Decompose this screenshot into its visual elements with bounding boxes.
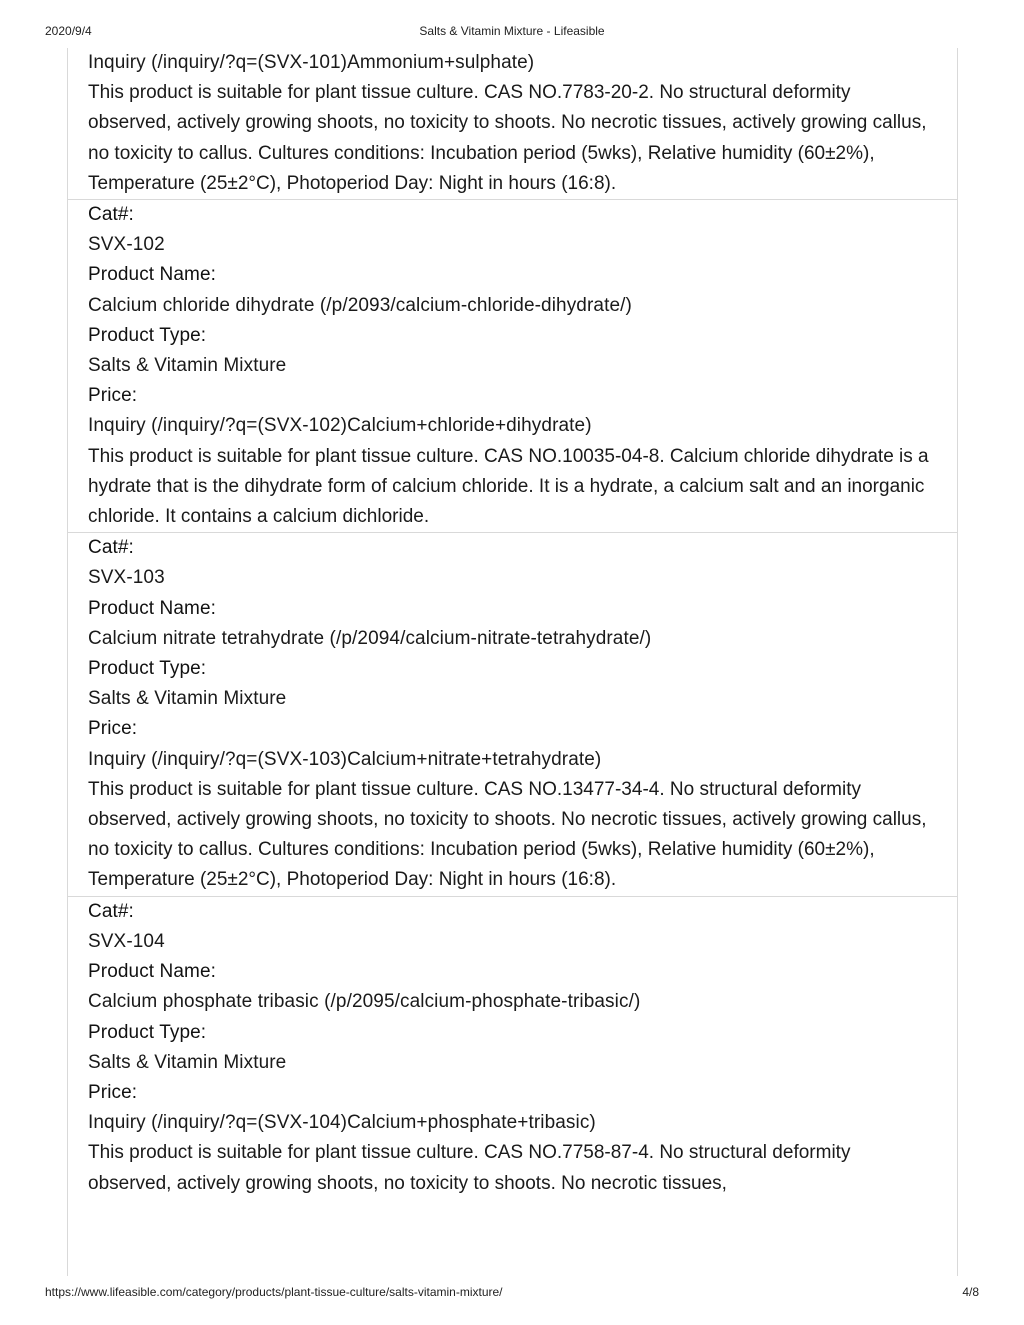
cat-label: Cat#:	[88, 900, 134, 922]
product-description: This product is suitable for plant tissue culture. CAS NO.7783-20-2. No structural deformity observed, actively growing shoots, no toxicity to shoots. No necrotic tissues, actively growing callus, no toxicity to callus. Cultures conditions: Incubation period (5wks), Relative humidity (60±2%), Temperature (25±2°C), Photoperiod Day: Night in hours (16:8).	[88, 82, 927, 194]
product-type-label: Product Type:	[88, 324, 207, 346]
print-date: 2020/9/4	[45, 24, 92, 38]
page-number: 4/8	[962, 1285, 979, 1299]
product-list	[67, 48, 958, 1276]
product-type-value: Salts & Vitamin Mixture	[88, 355, 287, 377]
product-block	[68, 896, 957, 1199]
product-name-link[interactable]: Calcium phosphate tribasic (/p/2095/calcium-phosphate-tribasic/)	[88, 991, 641, 1013]
print-url: https://www.lifeasible.com/category/products/plant-tissue-culture/salts-vitamin-mixture/	[45, 1285, 503, 1299]
price-inquiry-link[interactable]: Inquiry (/inquiry/?q=(SVX-102)Calcium+chloride+dihydrate)	[88, 415, 592, 437]
cat-label: Cat#:	[88, 204, 134, 226]
product-description: This product is suitable for plant tissue culture. CAS NO.7758-87-4. No structural deformity observed, actively growing shoots, no toxicity to shoots. No necrotic tissues,	[88, 1142, 851, 1194]
cat-label: Cat#:	[88, 537, 134, 559]
product-name-link[interactable]: Calcium nitrate tetrahydrate (/p/2094/calcium-nitrate-tetrahydrate/)	[88, 627, 652, 649]
product-type-label: Product Type:	[88, 658, 207, 680]
product-block	[68, 532, 957, 895]
product-name-label: Product Name:	[88, 597, 217, 619]
price-inquiry-link[interactable]: Inquiry (/inquiry/?q=(SVX-101)Ammonium+sulphate)	[88, 52, 535, 73]
price-label: Price:	[88, 718, 138, 740]
cat-number: SVX-104	[88, 930, 165, 952]
product-type-value: Salts & Vitamin Mixture	[88, 1051, 287, 1073]
price-inquiry-link[interactable]: Inquiry (/inquiry/?q=(SVX-103)Calcium+nitrate+tetrahydrate)	[88, 748, 602, 770]
price-label: Price:	[88, 385, 138, 407]
cat-number: SVX-102	[88, 234, 165, 256]
product-block-partial	[68, 48, 957, 199]
product-description: This product is suitable for plant tissue culture. CAS NO.10035-04-8. Calcium chloride dihydrate is a hydrate that is the dihydrate form of calcium chloride. It is a hydrate, a calcium salt and an inorganic chloride. It contains a calcium dichloride.	[88, 445, 929, 528]
print-title: Salts & Vitamin Mixture - Lifeasible	[419, 24, 605, 38]
price-label: Price:	[88, 1081, 138, 1103]
product-name-label: Product Name:	[88, 264, 217, 286]
product-block	[68, 199, 957, 532]
product-description: This product is suitable for plant tissue culture. CAS NO.13477-34-4. No structural deformity observed, actively growing shoots, no toxicity to shoots. No necrotic tissues, actively growing callus, no toxicity to callus. Cultures conditions: Incubation period (5wks), Relative humidity (60±2%), Temperature (25±2°C), Photoperiod Day: Night in hours (16:8).	[88, 778, 927, 891]
product-type-value: Salts & Vitamin Mixture	[88, 688, 287, 710]
cat-number: SVX-103	[88, 567, 165, 589]
price-inquiry-link[interactable]: Inquiry (/inquiry/?q=(SVX-104)Calcium+phosphate+tribasic)	[88, 1112, 596, 1134]
product-type-label: Product Type:	[88, 1021, 207, 1043]
product-name-link[interactable]: Calcium chloride dihydrate (/p/2093/calcium-chloride-dihydrate/)	[88, 294, 632, 316]
product-name-label: Product Name:	[88, 961, 217, 983]
